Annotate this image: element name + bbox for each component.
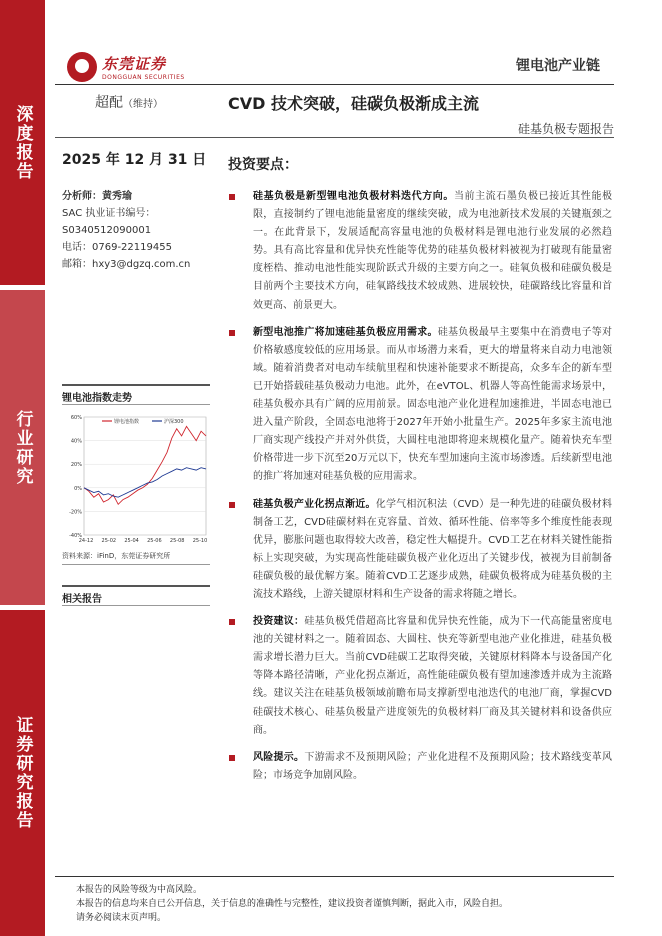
logo-en-text: DONGGUAN SECURITIES (102, 74, 185, 81)
rating-value: 超配 (95, 95, 123, 111)
bullet-square-icon (229, 619, 235, 625)
y-tick-label: -40% (69, 533, 82, 539)
read-statement-note: 请务必阅读末页声明。 (76, 913, 167, 923)
paragraph-lead: 硅基负极产业化拐点渐近。 (253, 498, 376, 510)
risk-level-note: 本报告的风险等级为中高风险。 (76, 885, 203, 895)
header-divider (55, 84, 614, 85)
chart-plot-frame (84, 417, 206, 535)
chart-title: 锂电池指数走势 (62, 393, 132, 404)
analyst-name: 分析师：黄秀瑜 (62, 191, 132, 202)
y-tick-label: 20% (70, 462, 82, 469)
hs300-line (84, 468, 206, 498)
paragraph-lead: 硅基负极是新型锂电池负极材料迭代方向。 (253, 191, 454, 202)
index-chart (62, 407, 210, 549)
cert-label: SAC 执业证书编号： (62, 208, 156, 219)
related-reports-title: 相关报告 (62, 594, 102, 605)
rating-note: （维持） (123, 99, 163, 110)
related-top-divider (62, 585, 210, 587)
subtitle-divider (55, 137, 614, 138)
bullet-square-icon (229, 502, 235, 508)
paragraph-lead: 新型电池推广将加速硅基负极应用需求。 (253, 326, 438, 338)
legend-label: 锂电池指数 (114, 419, 140, 425)
analyst-info (62, 188, 212, 273)
x-tick-label: 25-10 (192, 538, 208, 544)
sidebar (0, 0, 45, 936)
sidebar-segment-depth (0, 0, 45, 285)
sidebar-label-securities-report: 证券研究报告 (12, 716, 33, 830)
sidebar-label-depth-report: 深度报告 (12, 104, 33, 181)
sidebar-segment-securities (0, 610, 45, 936)
report-date: 2025 年 12 月 31 日 (62, 152, 207, 168)
paragraph-body: 硅基负极最早主要集中在消费电子等对价格敏感度较低的应用场景。而从市场潜力来看，更大的增量将来自动力电池领域。随着消费者对电动车续航里程和快速补能要求不断提高，众多车企的新车型已开始搭载硅基负极动力电池。此外，在eVTOL、机器人等高性能需求场景中，硅基负极亦具有广阔的应用前景。固态电池产业化进程加速推进，半固态电池已进入量产阶段，全固态电池将于2027年开始小批量生产。2025年多家主流电池厂商实现产线投产并对外供货，大圆柱电池即将迎来规模化量产。随着快充车型价格带进一步下沉至20万元以下，快充车型加速向主流市场渗透。后续新型电池的推广将加速对硅基负极的应用需求。 (253, 326, 613, 483)
paragraph-lead: 投资建议： (253, 616, 305, 628)
paragraph-investment-advice (228, 613, 612, 740)
y-tick-label: 40% (70, 438, 82, 445)
investment-highlights (228, 188, 612, 794)
cert-number: S0340512090001 (62, 225, 152, 236)
bullet-square-icon (229, 330, 235, 336)
bullet-square-icon (229, 194, 235, 200)
footer-disclaimer (76, 883, 508, 925)
paragraph-lead: 风险提示。 (253, 751, 305, 763)
logo-cn-text: 东莞证券 (102, 55, 167, 73)
paragraph-body: 硅基负极凭借超高比容量和优异快充性能，成为下一代高能量密度电池的关键材料之一。随着固态、大圆柱、快充等新型电池产业化推进，硅基负极需求增长潜力巨大。当前CVD硅碳工艺取得突破，关键原材料降本与设备国产化等降本路径清晰，产业化拐点渐近，高性能硅碳负极有望加速渗透并成为主流路线。建议关注在硅基负极领域前瞻布局支撑新型电池迭代的电池厂商，掌握CVD硅碳技术核心、硅基负极量产进度领先的负极材料厂商及其关键材料和设备供应商。 (253, 616, 613, 736)
information-disclaimer: 本报告的信息均来自已公开信息，关于信息的准确性与完整性，建议投资者谨慎判断，据此入市，风险自担。 (76, 899, 509, 909)
x-tick-label: 25-04 (124, 538, 139, 544)
logo-mark-icon (67, 52, 97, 82)
industry-label: 锂电池产业链 (516, 58, 600, 74)
report-title: CVD 技术突破，硅碳负极渐成主流 (228, 94, 479, 113)
chart-title-divider (62, 404, 210, 405)
chart-source: 资料来源：iFinD，东莞证券研究所 (62, 552, 171, 560)
sidebar-segment-industry (0, 290, 45, 605)
rating (95, 92, 163, 112)
analyst-phone: 电话：0769-22119455 (62, 242, 172, 253)
paragraph-body: 当前主流石墨负极已接近其性能极限，直接制约了锂电池能量密度的继续突破，成为电池新技术发展的关键瓶颈之一。在此背景下，发展适配高容量电池的负极材料是锂电池行业发展的必然趋势。具有高比容量和优异快充性能等优势的硅基负极材料被视为打破现有能量密度桎梏、推动电池性能实现阶跃式升级的主要方向之一。硅氧负极和硅碳负极是目前两个主要技术方向，硅氧路线技术较成熟、进展较快，硅碳路线比容量和首效更高、前景更大。 (253, 191, 613, 311)
legend-label: 沪深300 (164, 419, 184, 425)
footer-divider (55, 876, 614, 877)
related-divider (62, 605, 210, 606)
x-tick-label: 24-12 (78, 538, 94, 544)
report-subtitle: 硅基负极专题报告 (517, 122, 614, 136)
bullet-square-icon (229, 755, 235, 761)
investment-highlights-title: 投资要点： (228, 157, 298, 173)
lithium-index-line (84, 426, 206, 504)
company-logo (67, 52, 185, 82)
paragraph-body: 化学气相沉积法（CVD）是一种先进的硅碳负极材料制备工艺，CVD硅碳材料在克容量、首效、循环性能、倍率等多个维度性能表现优异，膨胀问题也取得较大改善，稳定性大幅提升。CVD工艺在材料关键性能指标上实现突破，为实现高性能硅碳负极产业化迈出了关键步伐，被视为目前制备硅碳负极的最优解方案。随着CVD工艺逐步成熟，硅碳负极将成为硅基负极的主流技术路线，上游关键原材料和生产设备的需求将随之增长。 (253, 498, 612, 600)
index-chart-svg (62, 407, 210, 549)
chart-top-divider (62, 384, 210, 386)
y-tick-label: -20% (69, 509, 82, 516)
paragraph-industrialization (228, 496, 612, 605)
paragraph-risk (228, 749, 612, 785)
x-tick-label: 25-08 (169, 538, 185, 544)
x-tick-label: 25-06 (147, 538, 162, 544)
y-tick-label: 60% (70, 415, 82, 421)
paragraph-body: 下游需求不及预期风险；产业化进程不及预期风险；技术路线变革风险；市场竞争加剧风险。 (253, 751, 613, 781)
paragraph-new-battery (228, 324, 612, 487)
x-tick-label: 25-02 (101, 538, 117, 544)
y-tick-label: 0% (74, 485, 82, 492)
analyst-email: 邮箱：hxy3@dgzq.com.cn (62, 259, 191, 270)
sidebar-label-industry-research: 行业研究 (12, 409, 33, 486)
paragraph-silicon-anode (228, 188, 612, 315)
chart-bottom-divider (62, 564, 210, 565)
